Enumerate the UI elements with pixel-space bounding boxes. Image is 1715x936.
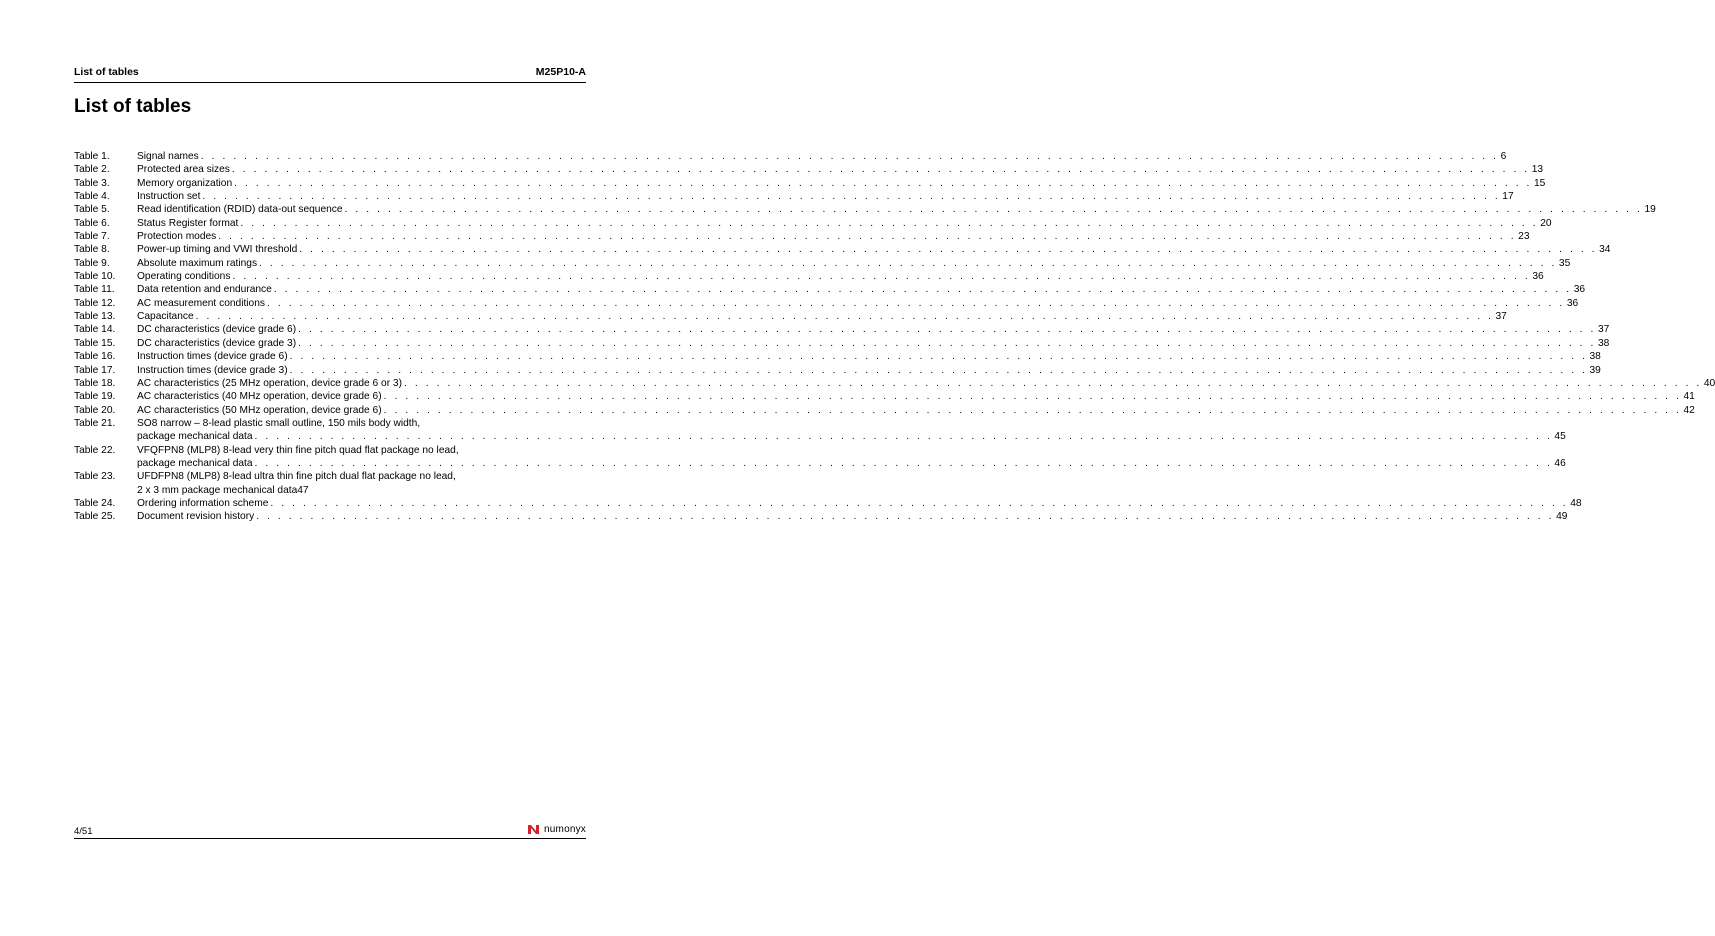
toc-entry-label: Table 6. bbox=[74, 217, 110, 229]
toc-entry-title: DC characteristics (device grade 6) bbox=[137, 324, 297, 336]
toc-entry-page: 37 bbox=[1495, 311, 1507, 323]
toc-entry-title: Instruction set bbox=[137, 191, 201, 203]
toc-entry[interactable] bbox=[74, 337, 1610, 350]
toc-entry-label: Table 3. bbox=[74, 177, 110, 189]
footer-rule bbox=[74, 838, 586, 839]
toc-entry-title: package mechanical data bbox=[137, 431, 253, 443]
toc-entry-label: Table 14. bbox=[74, 324, 116, 336]
toc-entry-title: Absolute maximum ratings bbox=[137, 257, 258, 269]
dot-leader: . . . . . . . . . . . . . . . . . . . . . . . . . . . . . . . . . . . . . . . . . . . . . . . . . . . . . . . . . . . . . . . . . . . . . . . . . . . . . . . . . . . . . . . . . . . . . . . . . . . . . . . . . . . . . . . . . . . . . . . . bbox=[254, 431, 1553, 443]
toc-entry[interactable] bbox=[74, 217, 1552, 230]
toc-entry[interactable] bbox=[74, 323, 1610, 336]
toc-entry[interactable] bbox=[74, 257, 1571, 270]
page-title: List of tables bbox=[74, 96, 192, 117]
toc-entry-label: Table 24. bbox=[74, 497, 116, 509]
dot-leader: . . . . . . . . . . . . . . . . . . . . . . . . . . . . . . . . . . . . . . . . . . . . . . . . . . . . . . . . . . . . . . . . . . . . . . . . . . . . . . . . . . . . . . . . . . . . . . . . . . . . . . . . . . . . . . . . . . . . . . . . bbox=[298, 324, 1596, 336]
toc-entry-page: 19 bbox=[1644, 204, 1656, 216]
toc-entry-title: Memory organization bbox=[137, 177, 233, 189]
toc-entry-title: Instruction times (device grade 6) bbox=[137, 351, 288, 363]
toc-entry-page: 49 bbox=[1556, 511, 1568, 523]
toc-entry-label: Table 13. bbox=[74, 311, 116, 323]
toc-entry-label: Table 4. bbox=[74, 191, 110, 203]
toc-entry-page: 15 bbox=[1534, 177, 1546, 189]
toc-entry-page: 38 bbox=[1589, 351, 1601, 363]
toc-entry-page: 13 bbox=[1531, 164, 1544, 176]
dot-leader: . . . . . . . . . . . . . . . . . . . . . . . . . . . . . . . . . . . . . . . . . . . . . . . . . . . . . . . . . . . . . . . . . . . . . . . . . . . . . . . . . . . . . . . . . . . . . . . . . . . . . . . . . . . . . . . . . . . . . . . . bbox=[299, 244, 1598, 256]
numonyx-logo bbox=[527, 824, 586, 835]
toc-entry-title: Data retention and endurance bbox=[137, 284, 272, 296]
toc-entry-title: Signal names bbox=[137, 151, 199, 162]
dot-leader: . . . . . . . . . . . . . . . . . . . . . . . . . . . . . . . . . . . . . . . . . . . . . . . . . . . . . . . . . . . . . . . . . . . . . . . . . . . . . . . . . . . . . . . . . . . . . . . . . . . . . . . . . . . . . . . . . . . . . . . . bbox=[231, 164, 1530, 176]
toc-entry-title: Power-up timing and VWI threshold bbox=[137, 244, 298, 256]
toc-entry-title: VFQFPN8 (MLP8) 8-lead very thin fine pitch quad flat package no lead, bbox=[137, 444, 459, 456]
toc-entry-title: Capacitance bbox=[137, 311, 194, 323]
toc-entry-page: 40 bbox=[1703, 377, 1715, 389]
toc-entry-label: Table 5. bbox=[74, 204, 110, 216]
toc-entry-title: Protected area sizes bbox=[137, 164, 230, 176]
toc-entry-page: 6 bbox=[1500, 151, 1507, 162]
toc-entry-page: 42 bbox=[1683, 404, 1695, 416]
toc-entry-page: 36 bbox=[1532, 271, 1544, 283]
dot-leader: . . . . . . . . . . . . . . . . . . . . . . . . . . . . . . . . . . . . . . . . . . . . . . . . . . . . . . . . . . . . . . . . . . . . . . . . . . . . . . . . . . . . . . . . . . . . . . . . . . . . . . . . . . . . . . . . . . . . . . . . bbox=[232, 271, 1531, 283]
toc-entry-title: Operating conditions bbox=[137, 271, 231, 283]
toc-entry-title: AC characteristics (50 MHz operation, device grade 6) bbox=[137, 404, 382, 416]
dot-leader: . . . . . . . . . . . . . . . . . . . . . . . . . . . . . . . . . . . . . . . . . . . . . . . . . . . . . . . . . . . . . . . . . . . . . . . . . . . . . . . . . . . . . . . . . . . . . . . . . . . . . . . . . . . . . . . . . . . . . . . . bbox=[195, 311, 1494, 323]
logo-text: numonyx bbox=[544, 824, 586, 835]
toc-entry-label: Table 19. bbox=[74, 391, 116, 403]
toc-entry-page: 20 bbox=[1540, 217, 1552, 229]
toc-entry-label: Table 15. bbox=[74, 337, 116, 349]
toc-entry-title: AC characteristics (40 MHz operation, device grade 6) bbox=[137, 391, 382, 403]
toc-entry[interactable] bbox=[74, 404, 1695, 417]
header-section-title: List of tables bbox=[74, 66, 139, 78]
toc-entry-page: 35 bbox=[1558, 257, 1571, 269]
toc-entry[interactable] bbox=[74, 510, 1568, 523]
toc-entry-page: 36 bbox=[1573, 284, 1586, 296]
header-rule bbox=[74, 82, 586, 83]
dot-leader: . . . . . . . . . . . . . . . . . . . . . . . . . . . . . . . . . . . . . . . . . . . . . . . . . . . . . . . . . . . . . . . . . . . . . . . . . . . . . . . . . . . . . . . . . . . . . . . . . . . . . . . . . . . . . . . . . . . . . . . . bbox=[218, 231, 1517, 243]
toc-entry-label: Table 22. bbox=[74, 444, 116, 456]
toc-entry-page: 41 bbox=[1683, 391, 1695, 403]
toc-entry-label: Table 16. bbox=[74, 351, 116, 363]
toc-entry[interactable] bbox=[74, 310, 1507, 323]
dot-leader: . . . . . . . . . . . . . . . . . . . . . . . . . . . . . . . . . . . . . . . . . . . . . . . . . . . . . . . . . . . . . . . . . . . . . . . . . . . . . . . . . . . . . . . . . . . . . . . . . . . . . . . . . . . . . . . . . . . . . . . . bbox=[383, 391, 1682, 403]
toc-entry-label: Table 11. bbox=[74, 284, 115, 296]
toc-entry-title: 2 x 3 mm package mechanical data47 bbox=[137, 484, 309, 496]
toc-entry-label: Table 21. bbox=[74, 417, 116, 429]
dot-leader: . . . . . . . . . . . . . . . . . . . . . . . . . . . . . . . . . . . . . . . . . . . . . . . . . . . . . . . . . . . . . . . . . . . . . . . . . . . . . . . . . . . . . . . . . . . . . . . . . . . . . . . . . . . . . . . . . . . . . . . . bbox=[298, 337, 1596, 349]
toc-entry-page: 34 bbox=[1599, 244, 1611, 256]
toc-entry-title: Ordering information scheme bbox=[137, 497, 269, 509]
page-header bbox=[74, 66, 586, 80]
numonyx-logo-icon bbox=[527, 824, 541, 835]
toc-entry-page: 17 bbox=[1502, 191, 1514, 203]
toc-entry[interactable] bbox=[74, 297, 1579, 310]
toc-entry-title: Document revision history bbox=[137, 511, 255, 523]
toc-entry-label: Table 2. bbox=[74, 164, 110, 176]
dot-leader: . . . . . . . . . . . . . . . . . . . . . . . . . . . . . . . . . . . . . . . . . . . . . . . . . . . . . . . . . . . . . . . . . . . . . . . . . . . . . . . . . . . . . . . . . . . . . . . . . . . . . . . . . . . . . . . . . . . . . . . . bbox=[256, 511, 1555, 523]
toc-entry-page: 48 bbox=[1570, 497, 1582, 509]
toc-entry[interactable] bbox=[74, 350, 1601, 363]
dot-leader: . . . . . . . . . . . . . . . . . . . . . . . . . . . . . . . . . . . . . . . . . . . . . . . . . . . . . . . . . . . . . . . . . . . . . . . . . . . . . . . . . . . . . . . . . . . . . . . . . . . . . . . . . . . . . . . . . . . . . . . . bbox=[234, 177, 1532, 189]
toc-entry[interactable] bbox=[74, 444, 1566, 471]
toc-entry[interactable] bbox=[74, 470, 586, 497]
header-document-id: M25P10-A bbox=[535, 66, 586, 78]
toc-entry-label: Table 9. bbox=[74, 257, 110, 269]
toc-entry-title: AC measurement conditions bbox=[137, 297, 265, 309]
toc-entry-label: Table 1. bbox=[74, 151, 110, 162]
toc-entry-title: SO8 narrow – 8-lead plastic small outline, 150 mils body width, bbox=[137, 417, 421, 429]
toc-entry-title: AC characteristics (25 MHz operation, device grade 6 or 3) bbox=[137, 377, 402, 389]
toc-entry[interactable] bbox=[74, 390, 1695, 403]
toc-entry-page: 23 bbox=[1518, 231, 1530, 243]
toc-entry[interactable] bbox=[74, 417, 1566, 444]
toc-entry-page: 37 bbox=[1597, 324, 1610, 336]
toc-entry-label: Table 10. bbox=[74, 271, 116, 283]
dot-leader: . . . . . . . . . . . . . . . . . . . . . . . . . . . . . . . . . . . . . . . . . . . . . . . . . . . . . . . . . . . . . . . . . . . . . . . . . . . . . . . . . . . . . . . . . . . . . . . . . . . . . . . . . . . . . . . . . . . . . . . . bbox=[254, 457, 1553, 469]
dot-leader: . . . . . . . . . . . . . . . . . . . . . . . . . . . . . . . . . . . . . . . . . . . . . . . . . . . . . . . . . . . . . . . . . . . . . . . . . . . . . . . . . . . . . . . . . . . . . . . . . . . . . . . . . . . . . . . . . . . . . . . . bbox=[289, 364, 1588, 376]
toc-entry-page: 38 bbox=[1597, 337, 1610, 349]
dot-leader: . . . . . . . . . . . . . . . . . . . . . . . . . . . . . . . . . . . . . . . . . . . . . . . . . . . . . . . . . . . . . . . . . . . . . . . . . . . . . . . . . . . . . . . . . . . . . . . . . . . . . . . . . . . . . . . . . . . . . . . . bbox=[404, 377, 1702, 389]
toc-entry-page: 45 bbox=[1554, 431, 1566, 443]
toc-entry-label: Table 25. bbox=[74, 511, 116, 523]
toc-entry-title: Instruction times (device grade 3) bbox=[137, 364, 288, 376]
toc-entry-label: Table 12. bbox=[74, 297, 116, 309]
toc-entry[interactable] bbox=[74, 230, 1530, 243]
toc-entry-title: Status Register format bbox=[137, 217, 239, 229]
toc-entry-page: 36 bbox=[1566, 297, 1579, 309]
toc-entry-label: Table 8. bbox=[74, 244, 110, 256]
toc-entry-page: 39 bbox=[1589, 364, 1601, 376]
dot-leader: . . . . . . . . . . . . . . . . . . . . . . . . . . . . . . . . . . . . . . . . . . . . . . . . . . . . . . . . . . . . . . . . . . . . . . . . . . . . . . . . . . . . . . . . . . . . . . . . . . . . . . . . . . . . . . . . . . . . . . . . bbox=[383, 404, 1682, 416]
dot-leader: . . . . . . . . . . . . . . . . . . . . . . . . . . . . . . . . . . . . . . . . . . . . . . . . . . . . . . . . . . . . . . . . . . . . . . . . . . . . . . . . . . . . . . . . . . . . . . . . . . . . . . . . . . . . . . . . . . . . . . . . bbox=[202, 191, 1501, 203]
dot-leader: . . . . . . . . . . . . . . . . . . . . . . . . . . . . . . . . . . . . . . . . . . . . . . . . . . . . . . . . . . . . . . . . . . . . . . . . . . . . . . . . . . . . . . . . . . . . . . . . . . . . . . . . . . . . . . . . . . . . . . . . bbox=[240, 217, 1539, 229]
dot-leader: . . . . . . . . . . . . . . . . . . . . . . . . . . . . . . . . . . . . . . . . . . . . . . . . . . . . . . . . . . . . . . . . . . . . . . . . . . . . . . . . . . . . . . . . . . . . . . . . . . . . . . . . . . . . . . . . . . . . . . . . bbox=[289, 351, 1588, 363]
toc-entry-title: DC characteristics (device grade 3) bbox=[137, 337, 297, 349]
toc-entry-label: Table 17. bbox=[74, 364, 116, 376]
toc-entry[interactable] bbox=[74, 203, 1656, 216]
dot-leader: . . . . . . . . . . . . . . . . . . . . . . . . . . . . . . . . . . . . . . . . . . . . . . . . . . . . . . . . . . . . . . . . . . . . . . . . . . . . . . . . . . . . . . . . . . . . . . . . . . . . . . . . . . . . . . . . . . . . . . . . bbox=[270, 497, 1569, 509]
toc-entry-title: UFDFPN8 (MLP8) 8-lead ultra thin fine pitch dual flat package no lead, bbox=[137, 471, 456, 483]
page-number: 4/51 bbox=[74, 826, 93, 837]
dot-leader: . . . . . . . . . . . . . . . . . . . . . . . . . . . . . . . . . . . . . . . . . . . . . . . . . . . . . . . . . . . . . . . . . . . . . . . . . . . . . . . . . . . . . . . . . . . . . . . . . . . . . . . . . . . . . . . . . . . . . . . . bbox=[259, 257, 1557, 269]
toc-entry[interactable] bbox=[74, 150, 1507, 163]
table-of-tables bbox=[74, 150, 1715, 524]
toc-entry-page: 46 bbox=[1554, 457, 1566, 469]
toc-entry[interactable] bbox=[74, 243, 1611, 256]
dot-leader: . . . . . . . . . . . . . . . . . . . . . . . . . . . . . . . . . . . . . . . . . . . . . . . . . . . . . . . . . . . . . . . . . . . . . . . . . . . . . . . . . . . . . . . . . . . . . . . . . . . . . . . . . . . . . . . . . . . . . . . . bbox=[266, 297, 1565, 309]
dot-leader: . . . . . . . . . . . . . . . . . . . . . . . . . . . . . . . . . . . . . . . . . . . . . . . . . . . . . . . . . . . . . . . . . . . . . . . . . . . . . . . . . . . . . . . . . . . . . . . . . . . . . . . . . . . . . . . . . . . . . . . . bbox=[200, 151, 1499, 162]
toc-entry-label: Table 18. bbox=[74, 377, 116, 389]
toc-entry[interactable] bbox=[74, 377, 1715, 390]
dot-leader: . . . . . . . . . . . . . . . . . . . . . . . . . . . . . . . . . . . . . . . . . . . . . . . . . . . . . . . . . . . . . . . . . . . . . . . . . . . . . . . . . . . . . . . . . . . . . . . . . . . . . . . . . . . . . . . . . . . . . . . . bbox=[344, 204, 1643, 216]
toc-entry[interactable] bbox=[74, 177, 1546, 190]
toc-entry[interactable] bbox=[74, 364, 1601, 377]
toc-entry-title: Protection modes bbox=[137, 231, 217, 243]
toc-entry-title: Read identification (RDID) data-out sequence bbox=[137, 204, 343, 216]
toc-entry-title: package mechanical data bbox=[137, 457, 253, 469]
toc-entry[interactable] bbox=[74, 497, 1582, 510]
toc-entry[interactable] bbox=[74, 163, 1544, 176]
toc-entry[interactable] bbox=[74, 270, 1544, 283]
dot-leader: . . . . . . . . . . . . . . . . . . . . . . . . . . . . . . . . . . . . . . . . . . . . . . . . . . . . . . . . . . . . . . . . . . . . . . . . . . . . . . . . . . . . . . . . . . . . . . . . . . . . . . . . . . . . . . . . . . . . . . . . bbox=[273, 284, 1572, 296]
toc-entry-label: Table 20. bbox=[74, 404, 116, 416]
toc-entry[interactable] bbox=[74, 283, 1586, 296]
toc-entry-label: Table 7. bbox=[74, 231, 110, 243]
toc-entry[interactable] bbox=[74, 190, 1514, 203]
toc-entry-label: Table 23. bbox=[74, 471, 116, 483]
